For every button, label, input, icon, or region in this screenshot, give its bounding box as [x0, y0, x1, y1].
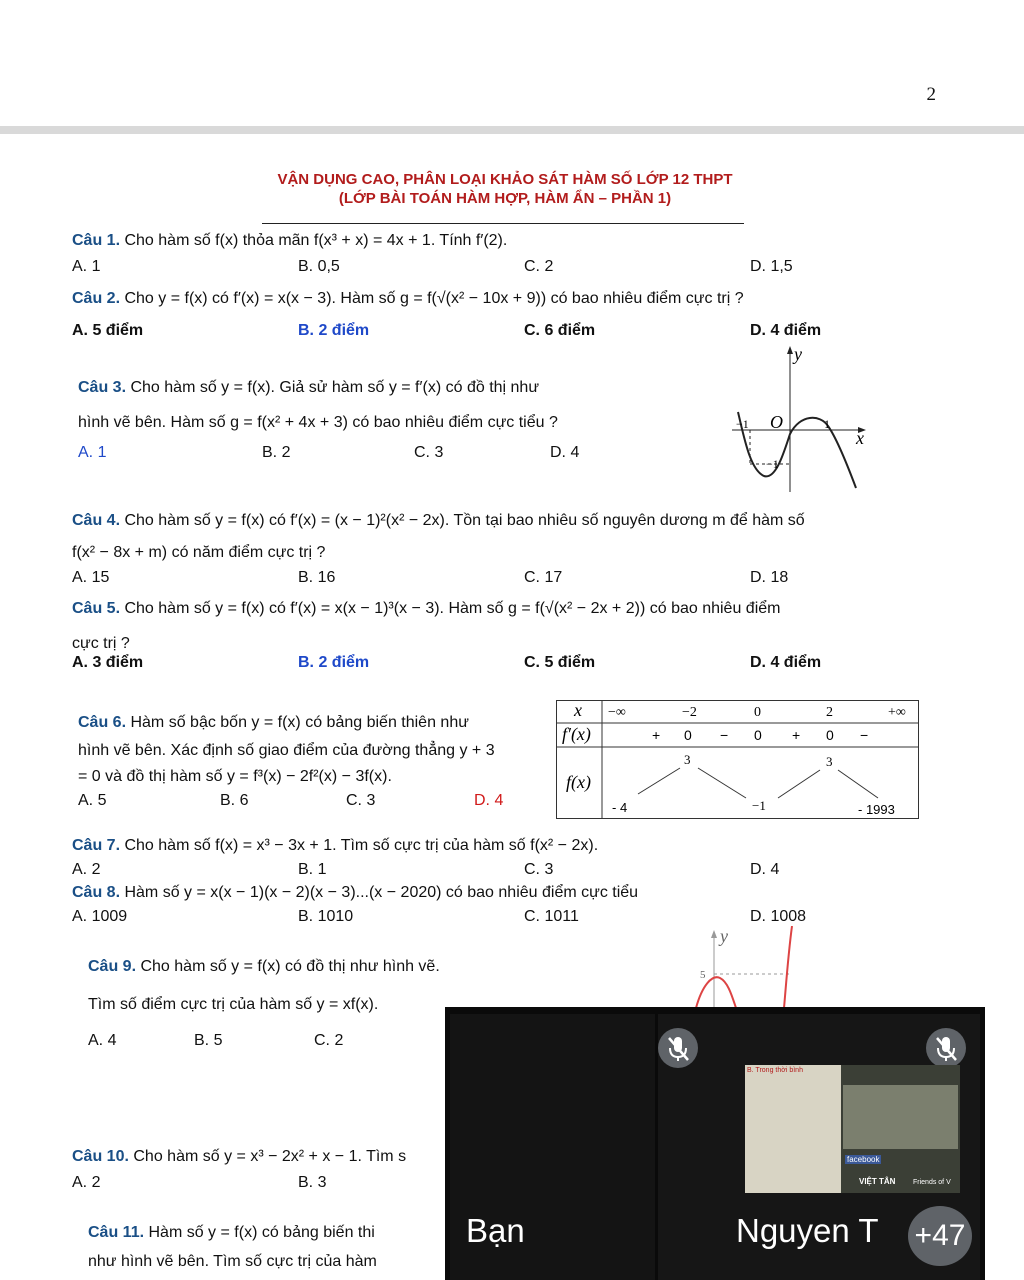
q6-option-d: D. 4: [474, 792, 504, 809]
question-text: Cho hàm số y = f(x) có đồ thị như hình vẽ.: [140, 958, 440, 975]
q9-option-b: B. 5: [194, 1032, 223, 1049]
q5-option-a: A. 3 điểm: [72, 654, 144, 671]
question-5: [72, 600, 780, 618]
question-text: Hàm số y = x(x − 1)(x − 2)(x − 3)...(x − 2020) có bao nhiêu điểm cực tiểu: [124, 884, 639, 901]
question-text: Hàm số y = f(x) có bảng biến thi: [148, 1224, 375, 1241]
q7-option-b: B. 1: [298, 861, 327, 878]
q1-option-c: C. 2: [524, 258, 554, 275]
facebook-logo: facebook: [847, 1155, 880, 1164]
question-3: [78, 379, 539, 397]
label-x: x: [856, 428, 864, 448]
tbl-fp: f′(x): [562, 724, 591, 744]
q2-option-c: C. 6 điểm: [524, 322, 596, 339]
question-6: [78, 714, 469, 732]
page-separator: [0, 126, 1024, 134]
q2-option-a: A. 5 điểm: [72, 322, 144, 339]
question-label: Câu 2.: [72, 290, 121, 307]
q7-option-d: D. 4: [750, 861, 780, 878]
tbl-val: - 1993: [858, 802, 895, 817]
question-text: Cho hàm số f(x) thỏa mãn f(x³ + x) = 4x + 1. Tính f′(2).: [124, 232, 508, 249]
q9-option-a: A. 4: [88, 1032, 117, 1049]
tbl-val: 3: [826, 754, 833, 769]
question-8: [72, 884, 638, 902]
tbl-x0: −∞: [608, 705, 626, 720]
y-arrow: [787, 346, 793, 354]
mic-off-icon[interactable]: [658, 1028, 698, 1068]
q3-option-d: D. 4: [550, 444, 580, 461]
label-y-minus1: −1: [766, 457, 779, 471]
question-4-line2: f(x² − 8x + m) có năm điểm cực trị ?: [72, 544, 326, 561]
question-11-line2: như hình vẽ bên. Tìm số cực trị của hàm: [88, 1253, 377, 1270]
function-curve: [696, 977, 736, 1008]
more-participants-badge[interactable]: +47: [908, 1206, 972, 1266]
viettan-logo: VIỆT TÂN: [859, 1177, 896, 1186]
participant-name-other: Nguyen T: [736, 1212, 879, 1249]
question-9: [88, 958, 440, 976]
doc-title: VẬN DỤNG CAO, PHÂN LOẠI KHẢO SÁT HÀM SỐ LỚP 12 THPT: [277, 171, 733, 188]
q5-option-d: D. 4 điểm: [750, 654, 822, 671]
q5-option-b: B. 2 điểm: [298, 654, 370, 671]
tbl-x: x: [574, 700, 582, 720]
q8-option-a: A. 1009: [72, 908, 128, 925]
question-label: Câu 10.: [72, 1148, 129, 1165]
label-five: 5: [700, 969, 706, 981]
sign: −: [720, 727, 729, 743]
tbl-x4: +∞: [888, 705, 906, 720]
q6-option-a: A. 5: [78, 792, 107, 809]
question-label: Câu 9.: [88, 958, 137, 975]
mic-off-icon[interactable]: [926, 1028, 966, 1068]
q1-option-b: B. 0,5: [298, 258, 340, 275]
q10-option-b: B. 3: [298, 1174, 327, 1191]
tbl-x3: 2: [826, 705, 833, 720]
label-minus1: −1: [736, 417, 749, 431]
arrow-down: [698, 768, 746, 798]
q3-option-a: A. 1: [78, 444, 107, 461]
question-4: [72, 512, 805, 530]
question-label: Câu 1.: [72, 232, 121, 249]
question-text: Hàm số bậc bốn y = f(x) có bảng biến thiên như: [130, 714, 469, 731]
q8-option-d: D. 1008: [750, 908, 807, 925]
arrow-up: [778, 770, 820, 798]
derivative-curve: [738, 412, 856, 488]
q4-option-a: A. 15: [72, 569, 110, 586]
question-text: Cho hàm số f(x) = x³ − 3x + 1. Tìm số cực trị của hàm số f(x² − 2x).: [124, 837, 599, 854]
title-rule: [262, 223, 744, 224]
tbl-x2: 0: [754, 705, 761, 720]
shared-screen-thumbnail: [745, 1065, 960, 1193]
shared-photo: [843, 1085, 958, 1149]
question-label: Câu 8.: [72, 884, 121, 901]
tbl-x1: −2: [682, 705, 697, 720]
q5-option-c: C. 5 điểm: [524, 654, 596, 671]
q7-option-c: C. 3: [524, 861, 554, 878]
sign: 0: [826, 727, 834, 743]
label-origin: O: [770, 412, 783, 432]
q2-option-b: B. 2 điểm: [298, 322, 370, 339]
friends-label: Friends of V: [913, 1179, 951, 1186]
variation-table: [556, 700, 920, 820]
tbl-val: 3: [684, 752, 691, 767]
q1-option-d: D. 1,5: [750, 258, 793, 275]
q8-option-b: B. 1010: [298, 908, 354, 925]
q7-option-a: A. 2: [72, 861, 101, 878]
question-2: [72, 290, 744, 308]
q4-option-c: C. 17: [524, 569, 563, 586]
shared-heading: B. Trong thời bình: [747, 1067, 803, 1074]
question-9-line2: Tìm số điểm cực trị của hàm số y = xf(x).: [88, 996, 379, 1013]
question-3-line2: hình vẽ bên. Hàm số g = f(x² + 4x + 3) có bao nhiêu điểm cực tiểu ?: [78, 414, 558, 431]
q10-option-a: A. 2: [72, 1174, 101, 1191]
question-text: Cho hàm số y = f(x) có f′(x) = x(x − 1)³(x − 3). Hàm số g = f(√(x² − 2x + 2)) có bao nhiêu điểm: [124, 600, 781, 617]
q9-function-graph: [620, 926, 820, 1008]
q8-option-c: C. 1011: [524, 908, 579, 925]
question-7: [72, 837, 598, 855]
question-label: Câu 5.: [72, 600, 121, 617]
question-text: Cho hàm số y = f(x) có f′(x) = (x − 1)²(x² − 2x). Tồn tại bao nhiêu số nguyên dương m để hàm số: [124, 512, 805, 529]
tbl-f: f(x): [566, 772, 591, 792]
q3-option-c: C. 3: [414, 444, 444, 461]
q6-option-b: B. 6: [220, 792, 249, 809]
q3-option-b: B. 2: [262, 444, 291, 461]
q9-option-c: C. 2: [314, 1032, 344, 1049]
question-label: Câu 3.: [78, 379, 127, 396]
question-1: [72, 232, 507, 250]
q1-option-a: A. 1: [72, 258, 101, 275]
label-y: y: [720, 926, 728, 946]
q3-derivative-graph: [728, 342, 868, 494]
sign: 0: [684, 727, 692, 743]
sign: −: [860, 727, 869, 743]
page-number: 2: [926, 84, 936, 105]
y-arrow: [711, 930, 717, 938]
sign: +: [652, 727, 661, 743]
participant-name-self: Bạn: [466, 1212, 525, 1249]
question-6-line2: hình vẽ bên. Xác định số giao điểm của đường thẳng y + 3: [78, 742, 495, 759]
sign: 0: [754, 727, 762, 743]
question-text: Cho y = f(x) có f′(x) = x(x − 3). Hàm số g = f(√(x² − 10x + 9)) có bao nhiêu điểm cực trị ?: [124, 290, 744, 307]
q4-option-b: B. 16: [298, 569, 336, 586]
function-curve: [784, 926, 792, 1008]
arrow-up: [638, 768, 680, 794]
doc-subtitle: (LỚP BÀI TOÁN HÀM HỢP, HÀM ẨN – PHẦN 1): [338, 190, 672, 207]
sign: +: [792, 727, 801, 743]
q6-option-c: C. 3: [346, 792, 376, 809]
shared-doc-panel: [745, 1065, 841, 1193]
label-y: y: [794, 344, 802, 364]
question-label: Câu 11.: [88, 1224, 145, 1241]
q4-option-d: D. 18: [750, 569, 789, 586]
label-plus1: 1: [824, 417, 830, 431]
question-text: Cho hàm số y = x³ − 2x² + x − 1. Tìm s: [133, 1148, 407, 1165]
question-label: Câu 4.: [72, 512, 121, 529]
question-label: Câu 6.: [78, 714, 127, 731]
question-text: Cho hàm số y = f(x). Giả sử hàm số y = f′(x) có đồ thị như: [130, 379, 540, 396]
question-11: [88, 1224, 375, 1242]
arrow-down: [838, 770, 878, 798]
tbl-val: −1: [752, 798, 766, 813]
q2-option-d: D. 4 điểm: [750, 322, 822, 339]
question-5-line2: cực trị ?: [72, 635, 130, 652]
question-label: Câu 7.: [72, 837, 121, 854]
question-6-line3: = 0 và đồ thị hàm số y = f³(x) − 2f²(x) − 3f(x).: [78, 768, 392, 785]
question-10: [72, 1148, 406, 1166]
tbl-val: - 4: [612, 800, 628, 815]
